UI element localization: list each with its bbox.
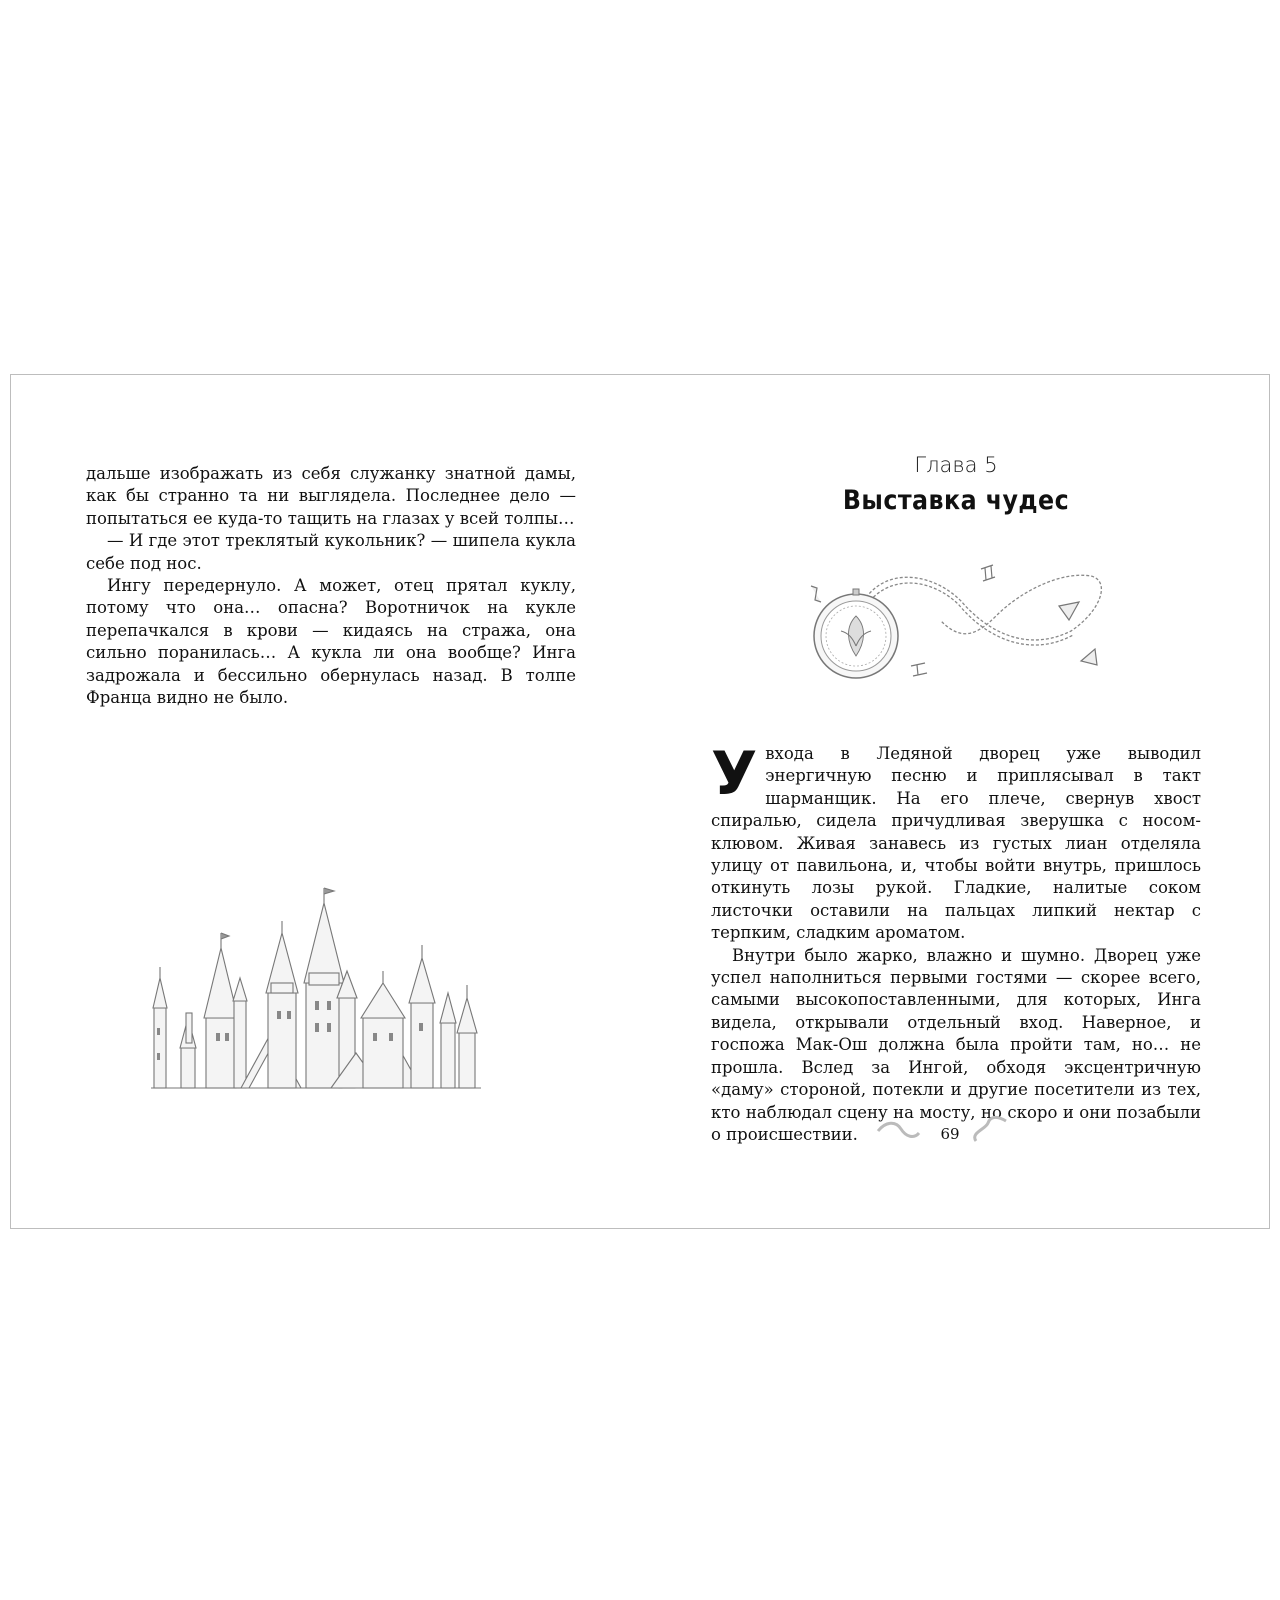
right-page-text: [711, 739, 1201, 1146]
pocket-watch-chain-illustration: [801, 561, 1111, 686]
paragraph: Внутри было жарко, влажно и шумно. Дворец уже успел наполниться первыми гостями — скорее всего, самыми высокопоставленными, для которых, Инга видела, открывали отдельный вход. Наверное, и госпожа Мак-Ош должна была пройти там, но… не прошла. Вслед за Ингой, обходя эксцентричную «даму» стороной, потекли и другие посетители из тех, кто наблюдал сцену на мосту, но скоро и они позабыли о происшествии.: [711, 945, 1201, 1144]
paragraph: — И где этот треклятый кукольник? — шипела кукла себе под нос.: [86, 531, 576, 573]
chapter-label: Глава 5: [914, 453, 998, 477]
drop-cap: У: [711, 739, 758, 809]
book-spread: [10, 374, 1270, 1229]
left-page: [86, 463, 576, 709]
page-footer: [866, 1113, 1066, 1153]
paragraph-text: входа в Ледяной дворец уже выводил энергичную песню и приплясывал в такт шарманщик. На его плече, свернув хвост спиралью, сидела причудливая зверушка с носом-клювом. Живая занавесь из густых лиан отделяла улицу от павильона, и, чтобы войти внутрь, пришлось откинуть лозы рукой. Гладкие, налитые соком листочки оставили на пальцах липкий нектар с терпким, сладким ароматом.: [711, 744, 1201, 943]
castle-illustration: [141, 883, 491, 1093]
right-flourish-icon: [966, 1113, 1011, 1145]
paragraph: дальше изображать из себя служанку знатной дамы, как бы странно та ни выглядела. Последнее дело — попытаться ее куда-то тащить на глазах у всей толпы…: [86, 464, 576, 528]
left-flourish-icon: [876, 1119, 921, 1145]
chapter-title: Выставка чудес: [842, 485, 1070, 516]
page-number: 69: [940, 1125, 960, 1143]
paragraph: Ингу передернуло. А может, отец прятал куклу, потому что она… опасна? Воротничок на кукле перепачкался в крови — кидаясь на стража, она сильно поранилась… А кукла ли она вообще? Инга задрожала и бессильно обернулась назад. В толпе Франца видно не было.: [86, 576, 576, 708]
paragraph: [711, 739, 1201, 945]
left-page-text: [86, 463, 576, 709]
